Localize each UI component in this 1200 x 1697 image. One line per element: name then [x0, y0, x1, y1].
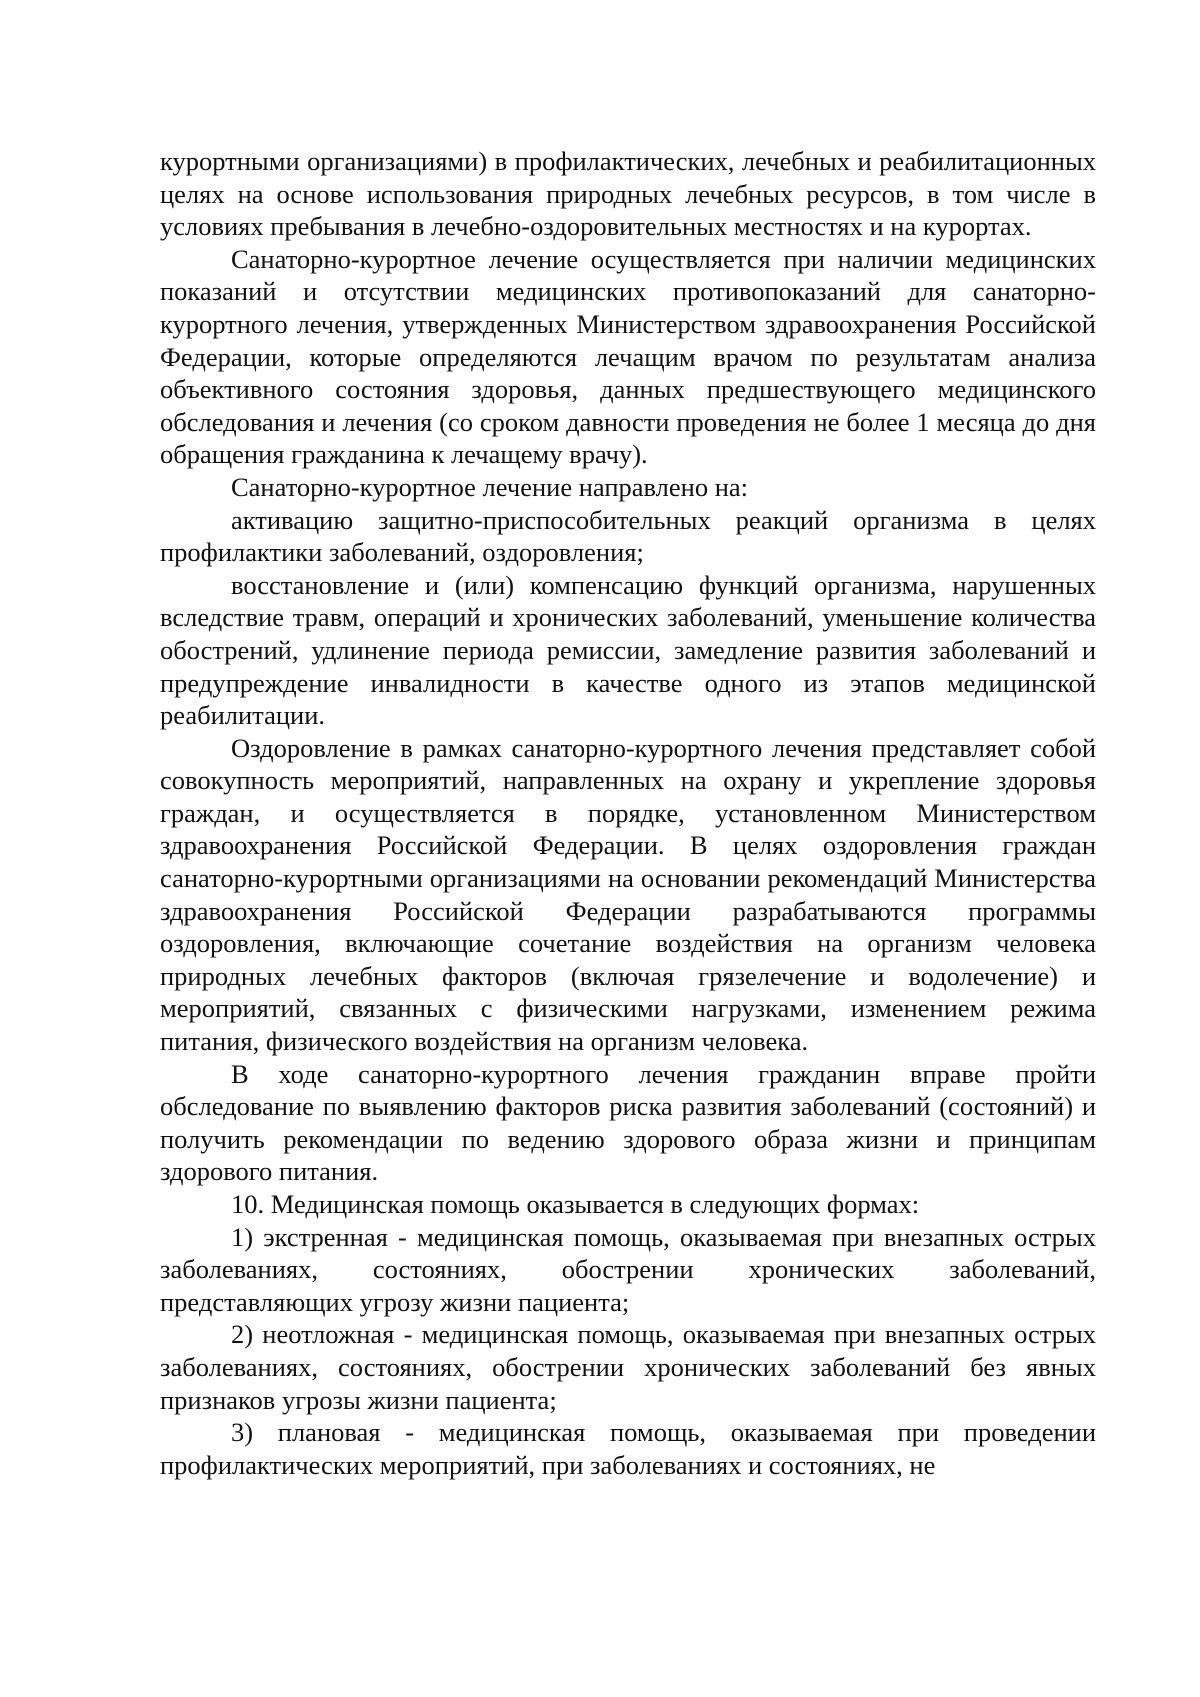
paragraph-examination: В ходе санаторно-курортного лечения гражданин вправе пройти обследование по выявлению факторов риска развития заболеваний (состояний) и получить рекомендации по ведению здорового образа жизни и принципам здорового питания.: [160, 1058, 1096, 1187]
paragraph-activation: активацию защитно-приспособительных реакций организма в целях профилактики заболеваний, оздоровления;: [160, 504, 1096, 568]
paragraph-urgent-care: 2) неотложная - медицинская помощь, оказываемая при внезапных острых заболеваниях, состояниях, обострении хронических заболеваний без явных признаков угрозы жизни пациента;: [160, 1319, 1096, 1415]
document-body: [160, 145, 1096, 1481]
paragraph-restoration: восстановление и (или) компенсацию функций организма, нарушенных вследствие травм, операций и хронических заболеваний, уменьшение количества обострений, удлинение периода ремиссии, замедление развития заболеваний и предупреждение инвалидности в качестве одного из этапов медицинской реабилитации.: [160, 569, 1096, 731]
paragraph-planned-care: 3) плановая - медицинская помощь, оказываемая при проведении профилактических мероприятий, при заболеваниях и состояниях, не: [160, 1417, 1096, 1480]
paragraph-forms-of-care: 10. Медицинская помощь оказывается в следующих формах:: [231, 1189, 920, 1219]
paragraph-health-improvement: Оздоровление в рамках санаторно-курортного лечения представляет собой совокупность мероприятий, направленных на охрану и укрепление здоровья граждан, и осуществляется в порядке, установленном Министерством здравоохранения Российской Федерации. В целях оздоровления граждан санаторно-курортными организациями на основании рекомендаций Министерства здравоохранения Российской Федерации разрабатываются программы оздоровления, включающие сочетание воздействия на организм человека природных лечебных факторов (включая грязелечение и водолечение) и мероприятий, связанных с физическими нагрузками, изменением режима питания, физического воздействия на организм человека.: [160, 732, 1096, 1057]
paragraph-spa-treatment-conditions: Санаторно-курортное лечение осуществляется при наличии медицинских показаний и отсутствии медицинских противопоказаний для санаторно-курортного лечения, утвержденных Министерством здравоохранения Российской Федерации, которые определяются лечащим врачом по результатам анализа объективного состояния здоровья, данных предшествующего медицинского обследования и лечения (со сроком давности проведения не более 1 месяца до дня обращения гражданина к лечащему врачу).: [160, 243, 1096, 470]
paragraph-spa-organizations: курортными организациями) в профилактических, лечебных и реабилитационных целях на основе использования природных лечебных ресурсов, в том числе в условиях пребывания в лечебно-оздоровительных местностях и на курортах.: [160, 146, 1096, 242]
paragraph-spa-treatment-aims: Санаторно-курортное лечение направлено на:: [231, 471, 749, 502]
paragraph-emergency-care: 1) экстренная - медицинская помощь, оказываемая при внезапных острых заболеваниях, состояниях, обострении хронических заболеваний, представляющих угрозу жизни пациента;: [160, 1221, 1096, 1317]
